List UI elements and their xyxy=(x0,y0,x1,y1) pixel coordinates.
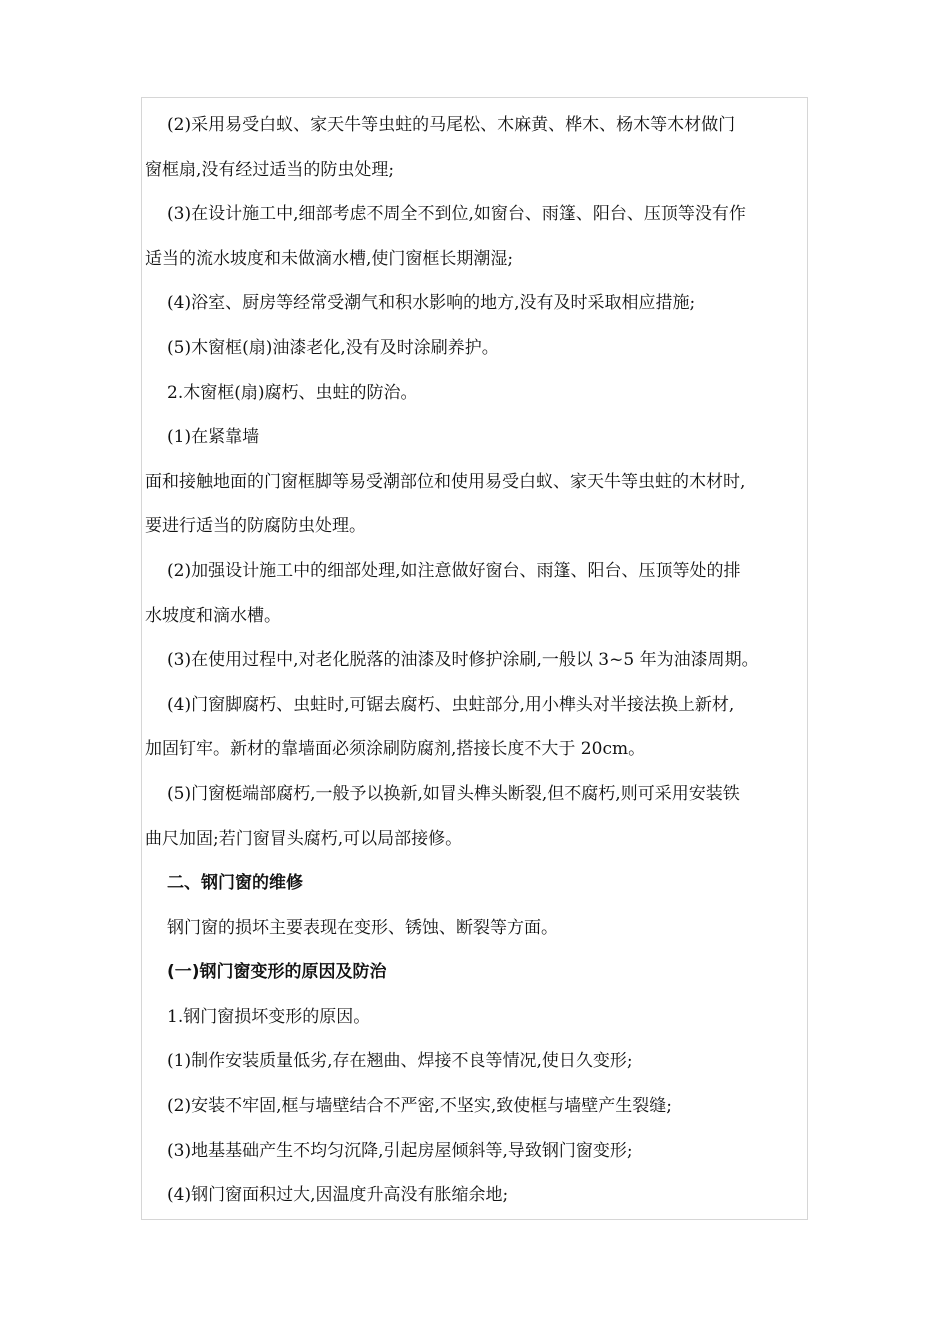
text-line: (5)门窗梃端部腐朽,一般予以换新,如冒头榫头断裂,但不腐朽,则可采用安装铁 xyxy=(167,783,740,804)
text-line: 曲尺加固;若门窗冒头腐朽,可以局部接修。 xyxy=(145,828,463,849)
text-line: (4)门窗脚腐朽、虫蛀时,可锯去腐朽、虫蛀部分,用小榫头对半接法换上新材, xyxy=(167,694,735,715)
text-line: 加固钉牢。新材的靠墙面必须涂刷防腐剂,搭接长度不大于 20cm。 xyxy=(145,739,646,760)
text-line: 2.木窗框(扇)腐朽、虫蛀的防治。 xyxy=(167,382,418,403)
text-line: (4)钢门窗面积过大,因温度升高没有胀缩余地; xyxy=(167,1185,509,1206)
text-line: (4)浴室、厨房等经常受潮气和积水影响的地方,没有及时采取相应措施; xyxy=(167,293,696,314)
section-heading: (一)钢门窗变形的原因及防治 xyxy=(167,962,387,983)
text-line: (3)地基基础产生不均匀沉降,引起房屋倾斜等,导致钢门窗变形; xyxy=(167,1140,633,1161)
text-line: (2)采用易受白蚁、家天牛等虫蛀的马尾松、木麻黄、桦木、杨木等木材做门 xyxy=(167,115,736,135)
text-line: (3)在使用过程中,对老化脱落的油漆及时修护涂刷,一般以 3~5 年为油漆周期。 xyxy=(167,650,759,671)
text-line: 要进行适当的防腐防虫处理。 xyxy=(145,516,366,537)
text-line: 适当的流水坡度和未做滴水槽,使门窗框长期潮湿; xyxy=(145,248,514,269)
section-heading: 二、钢门窗的维修 xyxy=(167,873,303,894)
text-line: (5)木窗框(扇)油漆老化,没有及时涂刷养护。 xyxy=(167,337,499,358)
text-line: 面和接触地面的门窗框脚等易受潮部位和使用易受白蚁、家天牛等虫蛀的木材时, xyxy=(145,471,746,492)
text-line: 窗框扇,没有经过适当的防虫处理; xyxy=(145,159,395,180)
text-line: 钢门窗的损坏主要表现在变形、锈蚀、断裂等方面。 xyxy=(167,917,558,938)
text-line: 水坡度和滴水槽。 xyxy=(145,605,281,626)
text-line: (3)在设计施工中,细部考虑不周全不到位,如窗台、雨篷、阳台、压顶等没有作 xyxy=(167,204,746,225)
text-line: (1)在紧靠墙 xyxy=(167,427,260,448)
text-line: 1.钢门窗损坏变形的原因。 xyxy=(167,1006,371,1027)
text-line: (2)加强设计施工中的细部处理,如注意做好窗台、雨篷、阳台、压顶等处的排 xyxy=(167,560,741,581)
document-body xyxy=(145,103,810,1218)
text-line: (2)安装不牢固,框与墙壁结合不严密,不坚实,致使框与墙壁产生裂缝; xyxy=(167,1096,673,1117)
text-line: (1)制作安装质量低劣,存在翘曲、焊接不良等情况,使日久变形; xyxy=(167,1051,633,1072)
